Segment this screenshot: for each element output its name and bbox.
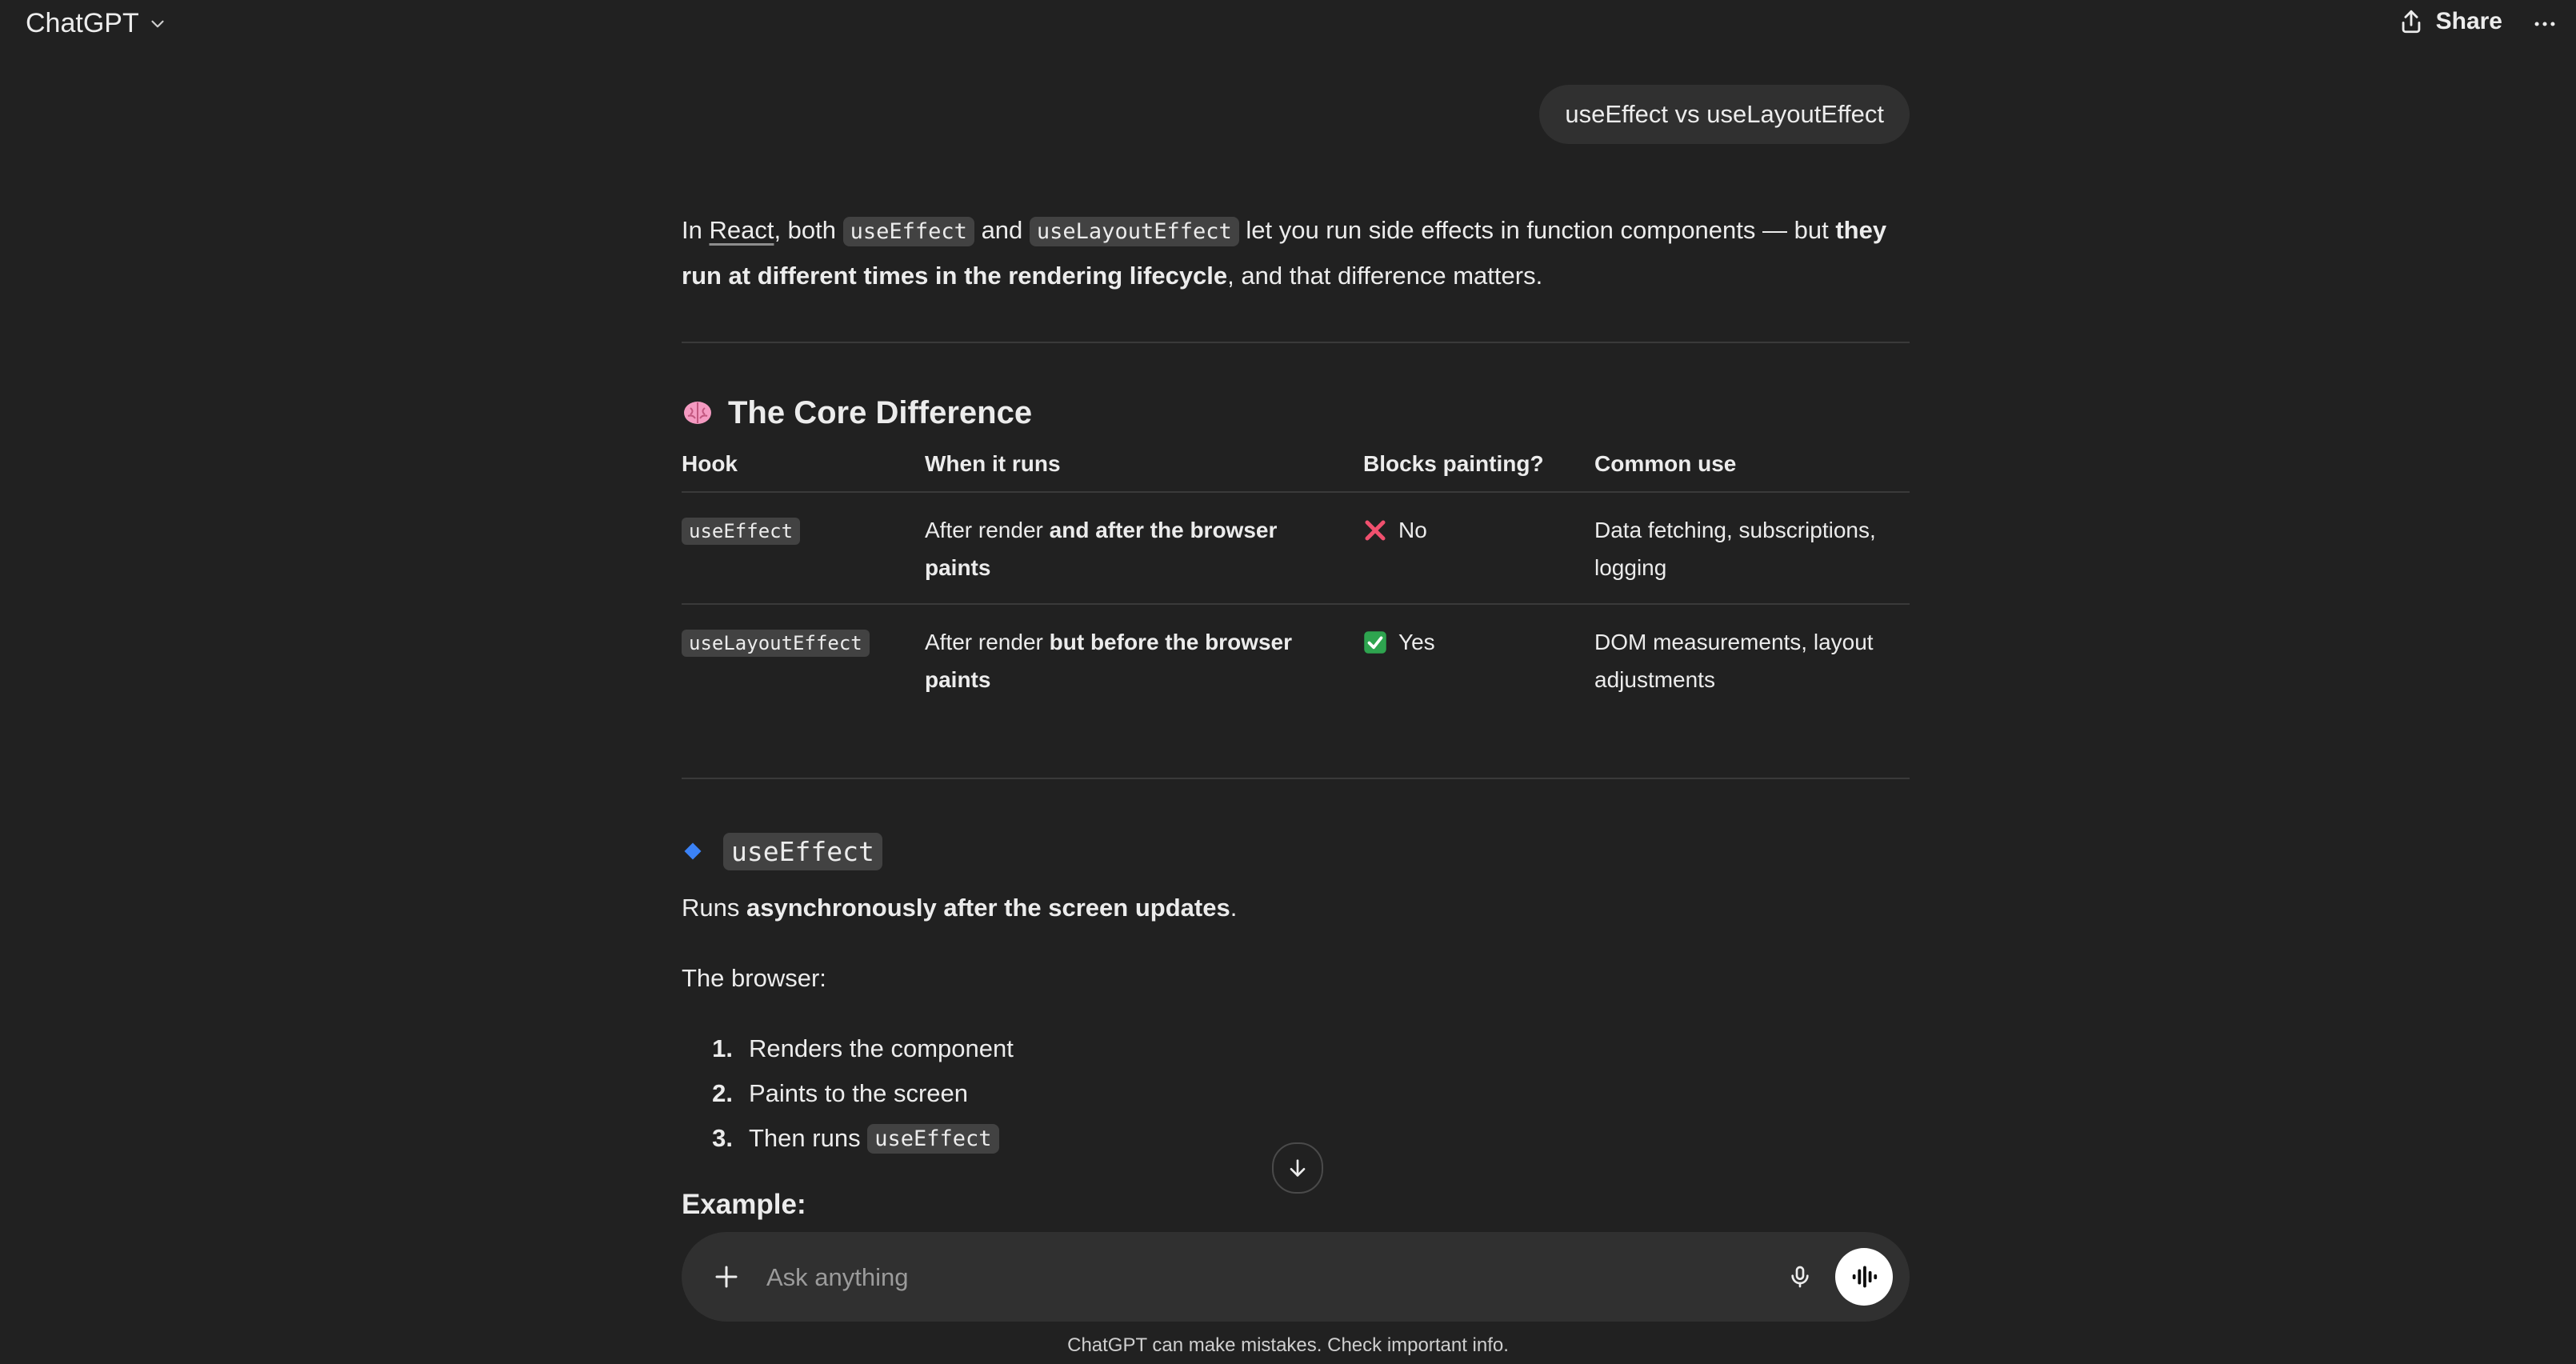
brain-icon xyxy=(682,397,714,429)
runs-end: . xyxy=(1230,894,1238,922)
blocks-value: Yes xyxy=(1398,630,1435,654)
model-name: ChatGPT xyxy=(26,8,139,38)
divider xyxy=(682,778,1910,779)
table-header-hook: Hook xyxy=(682,451,738,476)
scroll-to-bottom-button[interactable] xyxy=(1272,1142,1323,1194)
diamond-icon xyxy=(682,840,704,862)
react-link[interactable]: React xyxy=(709,216,774,244)
when-text: After render xyxy=(925,518,1050,542)
runs-bold: asynchronously after the screen updates xyxy=(746,894,1230,922)
list-number: 3. xyxy=(712,1124,733,1152)
table-cell-use: DOM measurements, layout adjustments xyxy=(1594,630,1874,692)
check-mark-icon xyxy=(1363,630,1387,654)
runs-text: Runs xyxy=(682,894,746,922)
list-item xyxy=(682,1116,999,1161)
intro-text-4: let you run side effects in function components — but xyxy=(1238,216,1836,244)
plus-icon xyxy=(712,1262,741,1291)
table-header-when: When it runs xyxy=(925,451,1061,476)
add-attachment-button[interactable] xyxy=(706,1256,747,1298)
list-number: 2. xyxy=(712,1079,733,1107)
table-cell-when xyxy=(925,511,1325,586)
chevron-down-icon xyxy=(147,14,168,34)
table-cell-blocks xyxy=(1363,511,1579,554)
table-cell-hook xyxy=(682,511,914,550)
microphone-icon xyxy=(1787,1264,1813,1290)
intro-text-5: , and that difference matters. xyxy=(1227,262,1543,290)
table-cell-use: Data fetching, subscriptions, logging xyxy=(1594,518,1876,580)
table-header-use: Common use xyxy=(1594,451,1737,476)
more-options-button[interactable] xyxy=(2525,6,2565,42)
list-item xyxy=(682,1071,968,1116)
share-button[interactable] xyxy=(2398,8,2502,35)
list-text: Then runs xyxy=(749,1124,861,1152)
ellipsis-icon xyxy=(2531,10,2558,38)
voice-mode-button[interactable] xyxy=(1835,1248,1893,1306)
section-heading-useeffect xyxy=(682,829,882,874)
top-bar xyxy=(0,0,2576,50)
voice-waveform-icon xyxy=(1849,1262,1879,1292)
heading-code: useEffect xyxy=(723,833,882,870)
list-text: Paints to the screen xyxy=(749,1079,968,1107)
hook-code: useEffect xyxy=(682,518,800,545)
when-bold: but before the browser paints xyxy=(925,630,1293,692)
cross-mark-icon xyxy=(1363,518,1387,542)
section-heading-core-difference xyxy=(682,390,1032,435)
inline-code-uselayouteffect: useLayoutEffect xyxy=(1030,217,1239,246)
prompt-input[interactable] xyxy=(765,1254,1648,1301)
hook-code: useLayoutEffect xyxy=(682,630,870,657)
intro-text-1: In xyxy=(682,216,710,244)
inline-code-useeffect: useEffect xyxy=(843,217,974,246)
table-cell-hook xyxy=(682,623,914,662)
model-switcher[interactable] xyxy=(26,8,168,39)
intro-bold: they run at different times in the rendering lifecycle xyxy=(682,216,1887,290)
arrow-down-icon xyxy=(1285,1155,1310,1181)
when-bold: and after the browser paints xyxy=(925,518,1278,580)
table-cell-blocks xyxy=(1363,623,1579,666)
share-icon xyxy=(2398,8,2425,35)
composer xyxy=(682,1232,1910,1322)
list-text: Renders the component xyxy=(749,1034,1014,1062)
when-text: After render xyxy=(925,630,1050,654)
table-row xyxy=(682,493,1910,605)
browser-label: The browser: xyxy=(682,964,826,992)
example-heading: Example: xyxy=(682,1189,806,1220)
table-header-blocks: Blocks painting? xyxy=(1363,451,1544,476)
answer-intro xyxy=(682,208,1910,298)
list-item xyxy=(682,1026,1014,1071)
intro-text-3: and xyxy=(974,216,1030,244)
table-header-row xyxy=(682,442,1910,493)
table-row xyxy=(682,605,1910,715)
table-cell-when xyxy=(925,623,1325,698)
inline-code-useeffect: useEffect xyxy=(867,1124,998,1154)
user-message: useEffect vs useLayoutEffect xyxy=(1539,85,1910,144)
divider xyxy=(682,342,1910,343)
section-title: The Core Difference xyxy=(728,394,1033,430)
share-label: Share xyxy=(2435,8,2502,34)
blocks-value: No xyxy=(1398,518,1427,542)
runs-paragraph xyxy=(682,886,1910,930)
dictate-button[interactable] xyxy=(1778,1254,1822,1299)
list-number: 1. xyxy=(712,1034,733,1062)
intro-text-2: , both xyxy=(774,216,843,244)
disclaimer: ChatGPT can make mistakes. Check important info. xyxy=(1067,1334,1509,1356)
